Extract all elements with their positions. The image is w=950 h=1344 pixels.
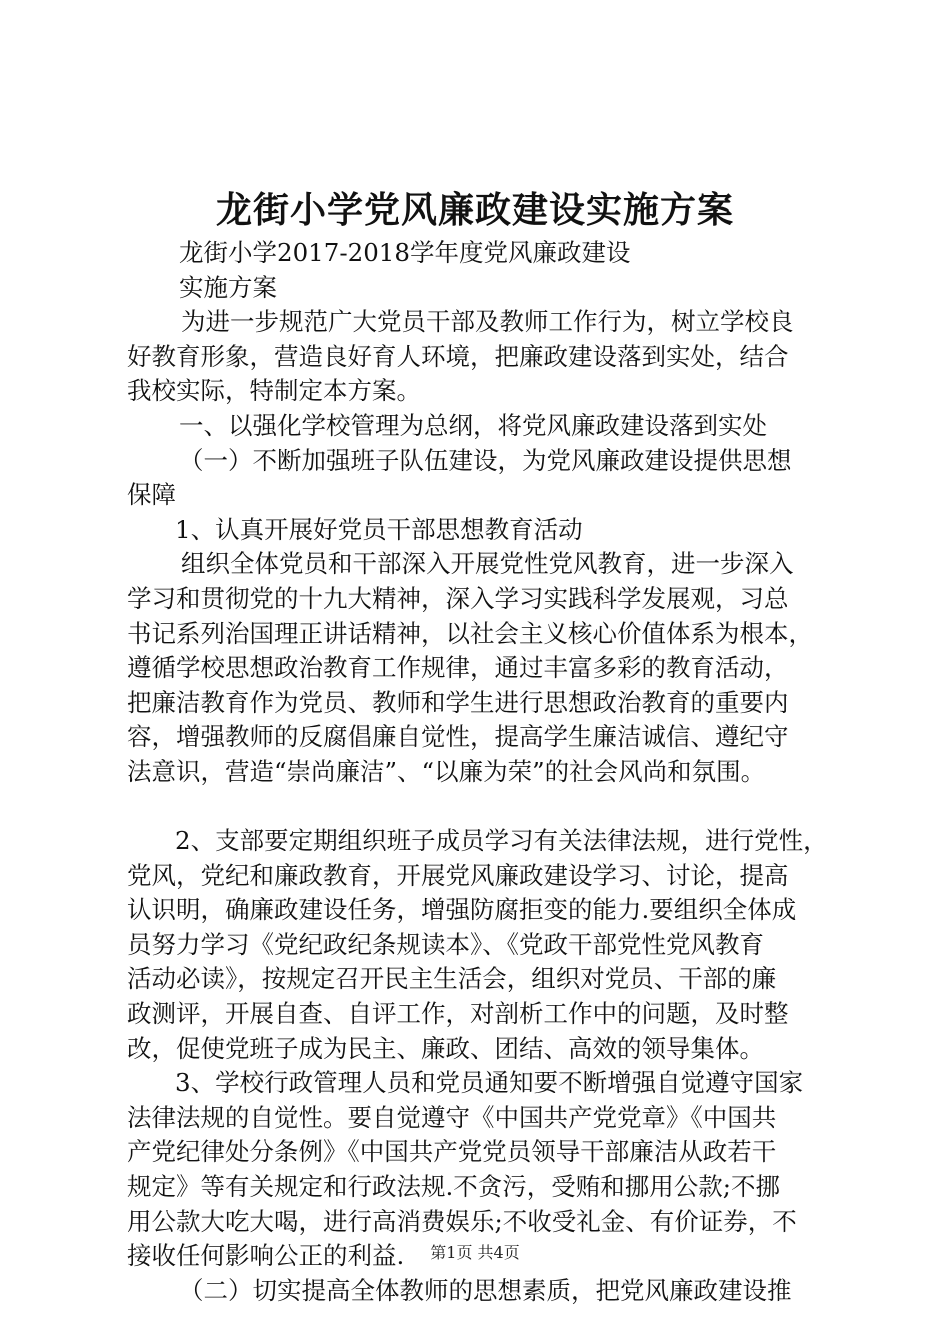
text-line: 我校实际，特制定本方案。 bbox=[127, 376, 421, 406]
text-line: 组织全体党员和干部深入开展党性党风教育，进一步深入 bbox=[181, 549, 794, 579]
text-line: 遵循学校思想政治教育工作规律，通过丰富多彩的教育活动， bbox=[127, 653, 789, 683]
text-line: 1、认真开展好党员干部思想教育活动 bbox=[175, 514, 583, 544]
blank-line bbox=[127, 790, 837, 825]
text-line: 改，促使党班子成为民主、廉政、团结、高效的领导集体。 bbox=[127, 1033, 764, 1063]
text-line: 实施方案 bbox=[179, 272, 277, 302]
text-line: 把廉洁教育作为党员、教师和学生进行思想政治教育的重要内 bbox=[127, 687, 789, 717]
text-line: 2、支部要定期组织班子成员学习有关法律法规，进行党性， bbox=[175, 826, 828, 856]
text-line: （一）不断加强班子队伍建设，为党风廉政建设提供思想 bbox=[179, 445, 792, 475]
text-line: 保障 bbox=[127, 480, 176, 510]
text-line: 员努力学习《党纪政纪条规读本》、《党政干部党性党风教育 bbox=[127, 929, 764, 959]
text-line: 书记系列治国理正讲话精神，以社会主义核心价值体系为根本， bbox=[127, 618, 813, 648]
text-line: 政测评，开展自查、自评工作，对剖析工作中的问题，及时整 bbox=[127, 999, 789, 1029]
text-line: 龙街小学2017-2018学年度党风廉政建设 bbox=[179, 238, 631, 267]
text-line: 产党纪律处分条例》《中国共产党党员领导干部廉洁从政若干 bbox=[127, 1137, 777, 1167]
page-number: 第1页 共4页 bbox=[430, 1243, 520, 1262]
text-line: 法律法规的自觉性。要自觉遵守《中国共产党党章》《中国共 bbox=[127, 1102, 777, 1132]
text-line: 活动必读》，按规定召开民主生活会，组织对党员、干部的廉 bbox=[127, 964, 777, 994]
text-line: 接收任何影响公正的利益. bbox=[127, 1241, 405, 1271]
text-line: 学习和贯彻党的十九大精神，深入学习实践科学发展观，习总 bbox=[127, 583, 789, 613]
text-line: 为进一步规范广大党员干部及教师工作行为，树立学校良 bbox=[181, 307, 794, 337]
text-line: 一、以强化学校管理为总纲，将党风廉政建设落到实处 bbox=[179, 410, 767, 440]
text-line: 用公款大吃大喝，进行高消费娱乐;不收受礼金、有价证券，不 bbox=[127, 1206, 797, 1236]
text-line: 3、学校行政管理人员和党员通知要不断增强自觉遵守国家 bbox=[175, 1068, 804, 1098]
document-body bbox=[127, 236, 837, 1308]
text-line: （二）切实提高全体教师的思想素质，把党风廉政建设推 bbox=[179, 1275, 792, 1305]
text-line: 党风，党纪和廉政教育，开展党风廉政建设学习、讨论，提高 bbox=[127, 860, 789, 890]
text-line: 认识明，确廉政建设任务，增强防腐拒变的能力.要组织全体成 bbox=[127, 895, 797, 925]
document-title: 龙街小学党风廉政建设实施方案 bbox=[215, 189, 734, 231]
text-line: 规定》等有关规定和行政法规.不贪污，受贿和挪用公款;不挪 bbox=[127, 1172, 781, 1202]
text-line: 好教育形象，营造良好育人环境，把廉政建设落到实处，结合 bbox=[127, 341, 789, 371]
text-line: 法意识，营造“崇尚廉洁”、“以廉为荣”的社会风尚和氛围。 bbox=[127, 756, 766, 786]
text-line: 容，增强教师的反腐倡廉自觉性，提高学生廉洁诚信、遵纪守 bbox=[127, 722, 789, 752]
